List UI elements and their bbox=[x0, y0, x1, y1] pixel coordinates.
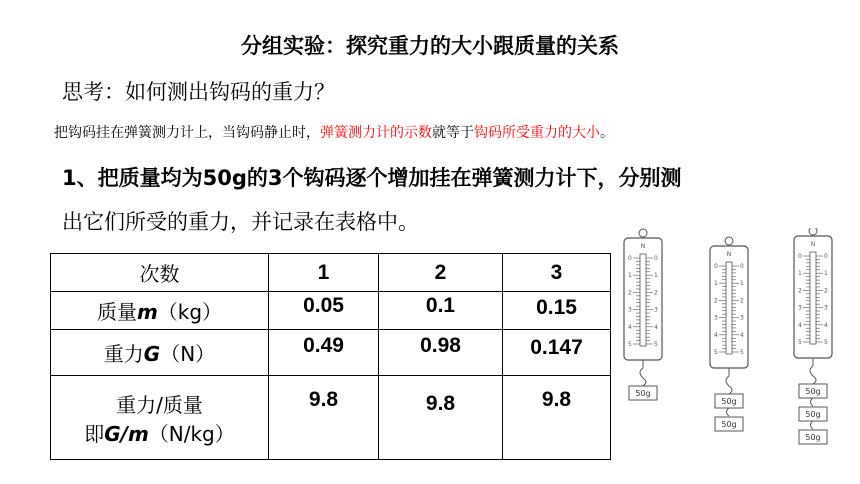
scale-unit-label: N bbox=[640, 243, 646, 250]
cell-mass-2 bbox=[379, 292, 503, 330]
hook-weight-1 bbox=[629, 386, 657, 400]
scale-tick-label: 5 bbox=[824, 339, 828, 346]
hook-weight-2 bbox=[715, 417, 743, 431]
description-highlight-gravity: 钩码所受重力的大小 bbox=[474, 125, 600, 141]
scale-tick-label: 0 bbox=[628, 255, 632, 262]
instruction-line-2: 出它们所受的重力，并记录在表格中。 bbox=[62, 210, 419, 234]
scale-tick-label: 0 bbox=[654, 255, 658, 262]
scale-tick-label: 0 bbox=[824, 253, 828, 260]
scale-tick-label: 0 bbox=[740, 263, 744, 270]
row-label-ratio bbox=[51, 376, 269, 460]
description-text bbox=[54, 122, 614, 142]
scale-unit-label: N bbox=[726, 251, 732, 258]
header-trials: 次数 bbox=[51, 254, 269, 292]
cell-ratio-1 bbox=[269, 376, 379, 460]
scale-tick-label: 1 bbox=[824, 270, 828, 278]
scale-tick-label: 1 bbox=[654, 272, 658, 280]
scale-tick-label: 3 bbox=[628, 306, 632, 314]
scale-hook bbox=[640, 368, 646, 386]
scale-tick-label: 3 bbox=[740, 314, 744, 322]
scale-top-ring bbox=[725, 237, 733, 245]
weight-label: 50g bbox=[805, 410, 821, 419]
page-title: 分组实验：探究重力的大小跟质量的关系 bbox=[241, 34, 619, 58]
value-mass-1: 0.05 bbox=[303, 294, 344, 317]
cell-gravity-3 bbox=[503, 330, 611, 376]
table-row-gravity bbox=[51, 330, 611, 376]
row-label-ratio-pre: 即 bbox=[84, 421, 105, 446]
description-part1: 把钩码挂在弹簧测力计上，当钩码静止时， bbox=[54, 125, 320, 141]
hook-weight-3 bbox=[799, 430, 827, 444]
scale-tick-label: 2 bbox=[714, 297, 718, 305]
spring-scale-2 bbox=[710, 237, 748, 431]
scale-hook bbox=[810, 366, 816, 384]
row-label-ratio-unit: （N/kg） bbox=[148, 421, 235, 446]
scale-tick-label: 0 bbox=[714, 263, 718, 270]
instruction-line-1: 1、把质量均为50g的3个钩码逐个增加挂在弹簧测力计下，分别测 bbox=[62, 166, 682, 190]
scale-tick-label: 3 bbox=[798, 304, 802, 312]
row-label-ratio-line1: 重力/质量 bbox=[116, 392, 203, 417]
scale-tick-label: 2 bbox=[628, 289, 632, 297]
scale-tick-label: 5 bbox=[714, 349, 718, 356]
hook-weight-1 bbox=[799, 384, 827, 398]
weight-hook bbox=[811, 398, 814, 406]
scale-tick-label: 2 bbox=[740, 297, 744, 305]
weight-label: 50g bbox=[721, 397, 737, 406]
description-highlight-scale-reading: 弹簧测力计的示数 bbox=[320, 125, 432, 141]
row-label-gravity-var: G bbox=[143, 342, 161, 366]
scale-tick-label: 3 bbox=[654, 306, 658, 314]
scale-tick-label: 0 bbox=[798, 253, 802, 260]
hook-weight-2 bbox=[799, 407, 827, 421]
row-label-ratio-var: G/m bbox=[104, 421, 149, 446]
scale-tick-label: 1 bbox=[714, 280, 718, 288]
table-header-row bbox=[51, 254, 611, 292]
spring-scale-1 bbox=[624, 229, 662, 400]
value-ratio-2: 9.8 bbox=[425, 392, 456, 415]
data-table bbox=[50, 253, 611, 460]
header-trial-3-text: 3 bbox=[550, 261, 563, 284]
header-trial-2-text: 2 bbox=[434, 261, 447, 284]
hook-weight-1 bbox=[715, 394, 743, 408]
row-label-gravity-pre: 重力 bbox=[103, 342, 144, 366]
scale-tick-label: 2 bbox=[824, 287, 828, 295]
scale-tick-label: 1 bbox=[740, 280, 744, 288]
value-gravity-3: 0.147 bbox=[530, 336, 583, 359]
weight-hook bbox=[727, 408, 730, 416]
value-ratio-3: 9.8 bbox=[541, 388, 572, 411]
cell-ratio-3 bbox=[503, 376, 611, 460]
scale-tick-label: 3 bbox=[824, 304, 828, 312]
scale-tick-label: 5 bbox=[740, 349, 744, 356]
header-trial-2 bbox=[379, 254, 503, 292]
think-question: 思考：如何测出钩码的重力？ bbox=[62, 80, 335, 104]
table-row-ratio bbox=[51, 376, 611, 460]
scale-tick-label: 2 bbox=[798, 287, 802, 295]
spring-scale-3 bbox=[794, 228, 832, 444]
description-part3: 。 bbox=[600, 125, 614, 141]
cell-ratio-2 bbox=[379, 376, 503, 460]
scale-hook bbox=[726, 376, 732, 394]
value-mass-2: 0.1 bbox=[425, 294, 456, 317]
weight-hook bbox=[811, 421, 814, 429]
value-mass-3: 0.15 bbox=[536, 296, 577, 319]
value-gravity-2: 0.98 bbox=[420, 334, 461, 357]
row-label-mass bbox=[51, 292, 269, 330]
scale-tick-label: 1 bbox=[628, 272, 632, 280]
row-label-gravity-unit: （N） bbox=[160, 342, 216, 366]
scale-tick-label: 4 bbox=[654, 323, 658, 331]
cell-mass-1 bbox=[269, 292, 379, 330]
scale-tick-label: 4 bbox=[824, 321, 828, 329]
weight-label: 50g bbox=[635, 389, 651, 398]
row-label-mass-var: m bbox=[136, 300, 158, 324]
scale-tick-label: 2 bbox=[654, 289, 658, 297]
scale-tick-label: 4 bbox=[798, 321, 802, 329]
row-label-mass-unit: （kg） bbox=[157, 300, 223, 324]
scale-unit-label: N bbox=[810, 241, 816, 248]
weight-label: 50g bbox=[721, 420, 737, 429]
header-trial-1-text: 1 bbox=[317, 261, 330, 284]
table-row-mass bbox=[51, 292, 611, 330]
scale-tick-label: 4 bbox=[628, 323, 632, 331]
scale-tick-label: 5 bbox=[654, 341, 658, 348]
weight-label: 50g bbox=[805, 387, 821, 396]
scale-tick-label: 4 bbox=[740, 331, 744, 339]
spring-scales-illustration bbox=[618, 228, 843, 456]
scale-tick-label: 5 bbox=[628, 341, 632, 348]
scale-tick-label: 1 bbox=[798, 270, 802, 278]
row-label-gravity bbox=[51, 330, 269, 376]
row-label-ratio-line2 bbox=[51, 418, 268, 447]
scale-tick-label: 4 bbox=[714, 331, 718, 339]
value-gravity-1: 0.49 bbox=[303, 334, 344, 357]
scale-top-ring bbox=[639, 229, 647, 237]
header-trial-1 bbox=[269, 254, 379, 292]
cell-mass-3 bbox=[503, 292, 611, 330]
weight-label: 50g bbox=[805, 433, 821, 442]
row-label-mass-pre: 质量 bbox=[96, 300, 137, 324]
scale-tick-label: 5 bbox=[798, 339, 802, 346]
cell-gravity-2 bbox=[379, 330, 503, 376]
description-part2: 就等于 bbox=[432, 125, 474, 141]
scale-top-ring bbox=[809, 228, 817, 235]
value-ratio-1: 9.8 bbox=[308, 388, 339, 411]
cell-gravity-1 bbox=[269, 330, 379, 376]
scale-tick-label: 3 bbox=[714, 314, 718, 322]
header-trial-3 bbox=[503, 254, 611, 292]
